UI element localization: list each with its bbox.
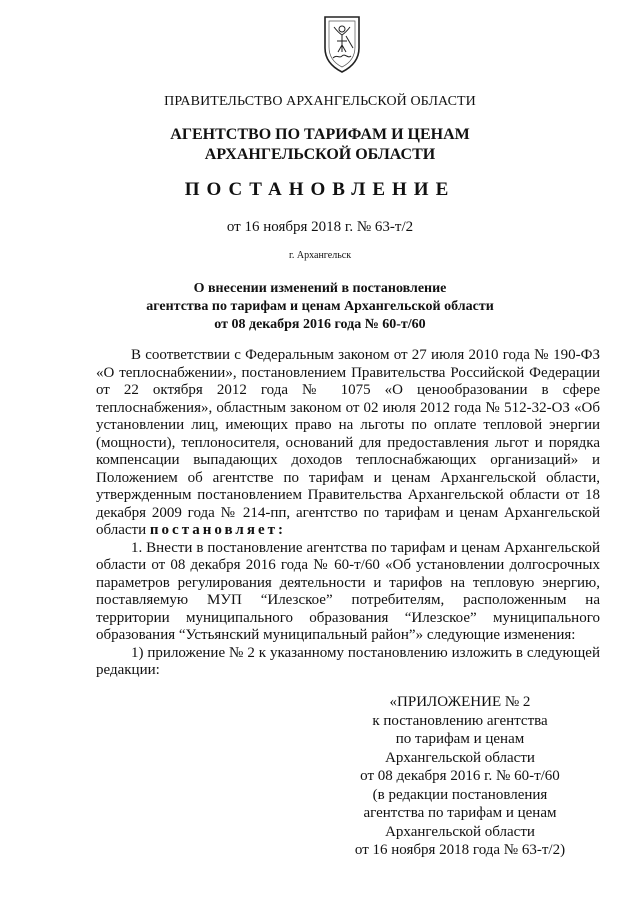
document-subject [0, 280, 640, 334]
appendix-stamp [340, 693, 580, 860]
decrees-word: постановляет: [149, 522, 286, 538]
appendix-line: от 16 ноября 2018 года № 63-т/2) [354, 842, 566, 858]
preamble-text: В соответствии с Федеральным законом от 27 июля 2010 года № 190-ФЗ «О теплоснабжении», постановлением Правительства Российской Федерации от 22 октября 2012 года № 1075 «О ценообразовании в сфере теплоснабжения», областным законом от 02 июля 2012 года № 512-32-ОЗ «Об установлении лиц, имеющих право на льготы по оплате тепловой энергии (мощности), теплоносителя, оснований для предоставления льгот и порядка компенсации выпадающих доходов теплоснабжающих организаций» и Положением об агентстве по тарифам и ценам Архангельской области, утвержденным постановлением Правительства Архангельской области от 18 декабря 2009 года № 214-пп, агентство по тарифам и ценам Архангельской области [96, 347, 600, 538]
coat-of-arms-icon [320, 14, 364, 74]
item-1-1-paragraph: 1) приложение № 2 к указанному постановлению изложить в следующей редакции: [96, 644, 600, 678]
subject-line2: агентства по тарифам и ценам Архангельской области [146, 299, 494, 314]
agency-name-line1: АГЕНТСТВО ПО ТАРИФАМ И ЦЕНАМ [170, 126, 470, 143]
appendix-line: Архангельской области [385, 823, 535, 840]
subject-line1: О внесении изменений в постановление [193, 281, 447, 296]
appendix-line: (в редакции постановления [372, 786, 548, 803]
city-name: г. Архангельск [288, 250, 352, 261]
appendix-line: к постановлению агентства [372, 712, 548, 729]
appendix-line: «ПРИЛОЖЕНИЕ № 2 [389, 694, 531, 710]
document-date-number: от 16 ноября 2018 г. № 63-т/2 [226, 219, 414, 235]
document-body [96, 347, 600, 680]
agency-name-line2: АРХАНГЕЛЬСКОЙ ОБЛАСТИ [204, 146, 436, 163]
appendix-line: агентства по тарифам и ценам [363, 805, 557, 821]
preamble-paragraph [96, 347, 600, 540]
document-type: ПОСТАНОВЛЕНИЕ [184, 179, 456, 200]
item-1-paragraph: 1. Внести в постановление агентства по тарифам и ценам Архангельской области от 08 декабря 2016 года № 60-т/60 «Об установлении долгосрочных параметров регулирования деятельности и тарифов на тепловую энергию, поставляемую МУП “Илезское” потребителям, расположенным на территории муниципального образования “Илезское” муниципального образования “Устьянский муниципальный район”» следующие изменения: [96, 539, 600, 643]
government-name: ПРАВИТЕЛЬСТВО АРХАНГЕЛЬСКОЙ ОБЛАСТИ [164, 94, 476, 109]
appendix-line: Архангельской области [385, 749, 535, 766]
subject-line3: от 08 декабря 2016 года № 60-т/60 [214, 317, 426, 332]
appendix-line: по тарифам и ценам [395, 731, 525, 747]
agency-name [0, 125, 640, 165]
appendix-line: от 08 декабря 2016 г. № 60-т/60 [360, 768, 560, 784]
